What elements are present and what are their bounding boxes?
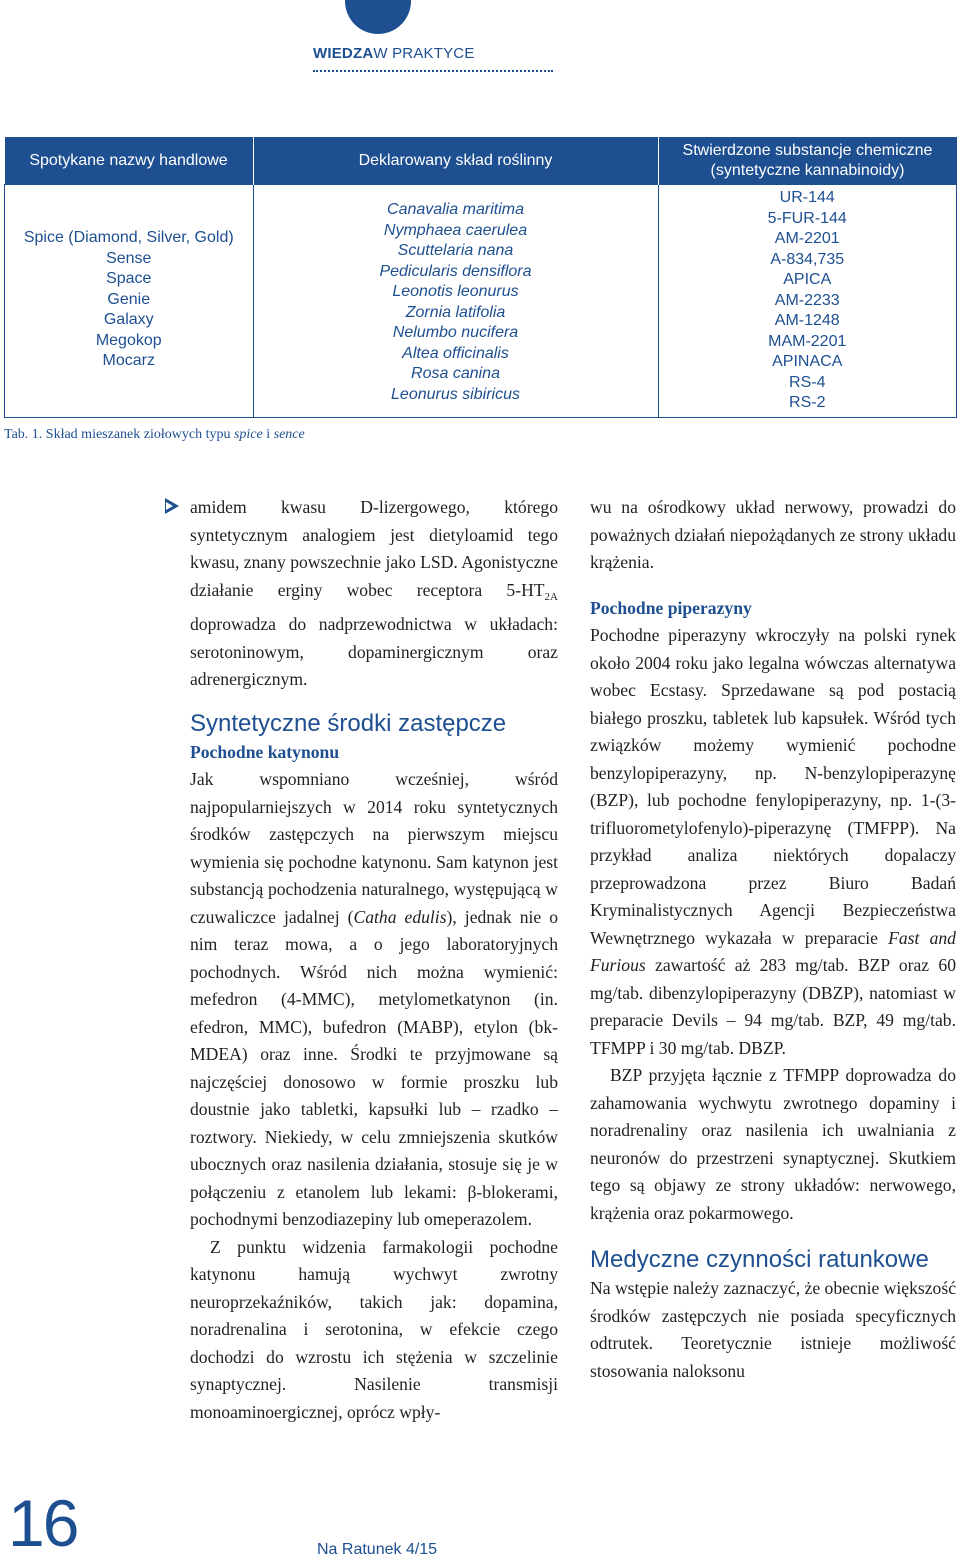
paragraph-text: zawartość aż 283 mg/tab. BZP oraz 60 mg/tab. dibenzylopiperazyny (DBZP), natomiast w preparacie Devils – 94 mg/tab. BZP, 49 mg/tab. TFMPP i 30 mg/tab. DBZP.: [590, 955, 956, 1058]
plant-item: Scuttelaria nana: [397, 242, 514, 259]
section-heading: Medyczne czynności ratunkowe: [590, 1246, 929, 1273]
caption-main: Tab. 1. Skład mieszanek ziołowych typu: [4, 427, 234, 442]
paragraph: [190, 766, 558, 1234]
substance-item: A-834,735: [770, 250, 845, 268]
paragraph-text: ), jednak nie o nim teraz mowa, a o jego laboratoryjnych pochodnych. Wśród nich można wymienić: mefedron (4-MMC), metylometkatynon (in. efedron, MMC), bufedron (MABP), etylon (bk-MDEA) oraz inne. Środki te przyjmowane są najczęściej donosowo w formie proszku lub doustnie jako tabletki, kapsułki lub – rzadko – roztwory. Niekiedy, w celu zmniejszenia skutków ubocznych oraz nasilenia działania, stosuje się je w połączeniu z etanolem lub lekami: β-blokerami, pochodnymi benzodiazepiny lub omeperazolem.: [190, 906, 558, 1229]
substance-item: RS-2: [789, 394, 826, 411]
trade-name-item: Galaxy: [103, 311, 154, 328]
table-row: [5, 185, 957, 418]
substances-list: [659, 188, 957, 414]
caption-italic-sence: sence: [273, 427, 305, 442]
plant-item: Leonurus sibiricus: [391, 385, 520, 403]
trade-names-list: [5, 228, 253, 372]
dotted-divider: [313, 70, 553, 72]
table-caption: [4, 427, 305, 443]
subheading: Pochodne katynonu: [190, 741, 340, 762]
trade-name-item: Space: [106, 270, 152, 287]
section-header-rest: W PRAKTYCE: [373, 45, 475, 62]
plant-item: Canavalia maritima: [387, 201, 524, 218]
plant-item: Pedicularis densiflora: [379, 262, 532, 280]
subheading: Pochodne piperazyny: [590, 597, 752, 618]
trade-name-item: Mocarz: [102, 352, 155, 369]
substance-item: UR-144: [779, 189, 835, 206]
page-number: 16: [8, 1486, 78, 1560]
table-header-plants: Deklarowany skład roślinny: [253, 137, 658, 185]
section-heading: Syntetyczne środki zastępcze: [190, 709, 507, 737]
substance-item: 5-FUR-144: [767, 209, 847, 227]
decorative-circle: [345, 0, 411, 34]
paragraph-text: Pochodne piperazyny wkroczyły na polski rynek około 2004 roku jako legalna wówczas alternatywa wobec Ecstasy. Sprzedawane są pod postacią białego proszku, tabletek lub kapsułek. Wśród tych związków możemy wymienić pochodne benzylopiperazyny, np. N-benzylopiperazynę (BZP), lub pochodne fenylopiperazyny, np. 1-(3-trifluorometylofenylo)-piperazynę (TMFPP). Na przykład analiza niektórych dopalaczy przeprowadzona przez Biuro Badań Kryminalistycznych Agencji Bezpieczeństwa Wewnętrznego wykazała w preparacie: [590, 625, 956, 948]
paragraph-text: Jak wspomniano wcześniej, wśród najpopularniejszych w 2014 roku syntetycznych środków zastępczych na pierwszym miejscu wymienia się pochodne katynonu. Sam katynon jest substancją pochodzenia naturalnego, występującą w czuwaliczce jadalnej (: [190, 769, 558, 927]
paragraph: Z punktu widzenia farmakologii pochodne katynonu hamują wychwyt zwrotny neuroprzekaźników, takich jak: dopamina, noradrenalina i serotonina, w efekcie czego dochodzi do wzrostu ich stężenia w szczelinie synaptycznej. Nasilenie transmisji monoaminoergicznej, oprócz wpły-: [190, 1236, 558, 1422]
substance-item: AM-2233: [774, 291, 840, 309]
italic-text: Fast and Furious: [590, 927, 956, 975]
substance-item: APICA: [783, 271, 832, 288]
plant-item: Zornia latifolia: [405, 303, 506, 321]
paragraph: Na wstępie należy zaznaczyć, że obecnie większość środków zastępczych nie posiada specyficznych odtrutek. Teoretycznie istnieje możliwość stosowania naloksonu: [590, 1278, 956, 1381]
right-text-column: [590, 494, 956, 1385]
continuation-arrow-inner: [166, 502, 173, 510]
plant-item: Altea officinalis: [402, 344, 509, 362]
caption-italic-spice: spice: [233, 427, 263, 442]
table-header-trade-names: Spotykane nazwy handlowe: [5, 137, 254, 185]
trade-name-item: Genie: [107, 290, 151, 308]
subscript: 2A: [544, 590, 558, 603]
substance-item: RS-4: [789, 373, 826, 391]
plant-item: Rosa canina: [411, 365, 500, 382]
trade-names-cell: [5, 185, 254, 418]
section-header: [313, 45, 553, 62]
substance-item: AM-2201: [774, 230, 840, 247]
trade-name-item: Megokop: [95, 331, 162, 349]
composition-table: [4, 137, 957, 418]
substance-item: MAM-2201: [768, 332, 847, 350]
italic-text: Catha edulis: [353, 906, 447, 927]
plant-item: Nelumbo nucifera: [392, 324, 519, 341]
paragraph: [590, 622, 956, 1062]
paragraph: [190, 494, 558, 694]
plant-item: Nymphaea caerulea: [383, 221, 528, 239]
paragraph-text: amidem kwasu D-lizergowego, którego syntetycznym analogiem jest dietyloamid tego kwasu, znany powszechnie jako LSD. Agonistyczne działanie erginy wobec receptora 5-HT: [190, 497, 558, 600]
paragraph: wu na ośrodkowy układ nerwowy, prowadzi do poważnych działań niepożądanych ze strony układu krążenia.: [590, 497, 956, 572]
substance-item: AM-1248: [774, 312, 840, 329]
substances-cell: [658, 185, 957, 418]
table-header-substances: Stwierdzone substancje chemiczne (syntetyczne kannabinoidy): [658, 137, 957, 185]
journal-footer: Na Ratunek 4/15: [317, 1541, 438, 1558]
paragraph-text: doprowadza do nadprzewodnictwa w układach: serotoninowym, dopaminergicznym oraz adrenergicznym.: [190, 614, 558, 689]
plant-item: Leonotis leonurus: [392, 283, 519, 300]
plants-cell: [253, 185, 658, 418]
paragraph: BZP przyjęta łącznie z TFMPP doprowadza do zahamowania wychwytu zwrotnego dopaminy i noradrenaliny oraz nasilenia ich uwalniania z neuronów do przestrzeni synaptycznej. Skutkiem tego są objawy ze strony układów: nerwowego, krążenia oraz pokarmowego.: [590, 1065, 956, 1223]
left-text-column: [190, 494, 558, 1426]
trade-name-item: Spice (Diamond, Silver, Gold): [23, 229, 234, 246]
substance-item: APINACA: [772, 353, 843, 370]
trade-name-item: Sense: [106, 249, 152, 267]
section-header-bold: WIEDZA: [313, 45, 374, 62]
plants-list: [254, 200, 658, 405]
caption-mid: i: [262, 427, 274, 442]
